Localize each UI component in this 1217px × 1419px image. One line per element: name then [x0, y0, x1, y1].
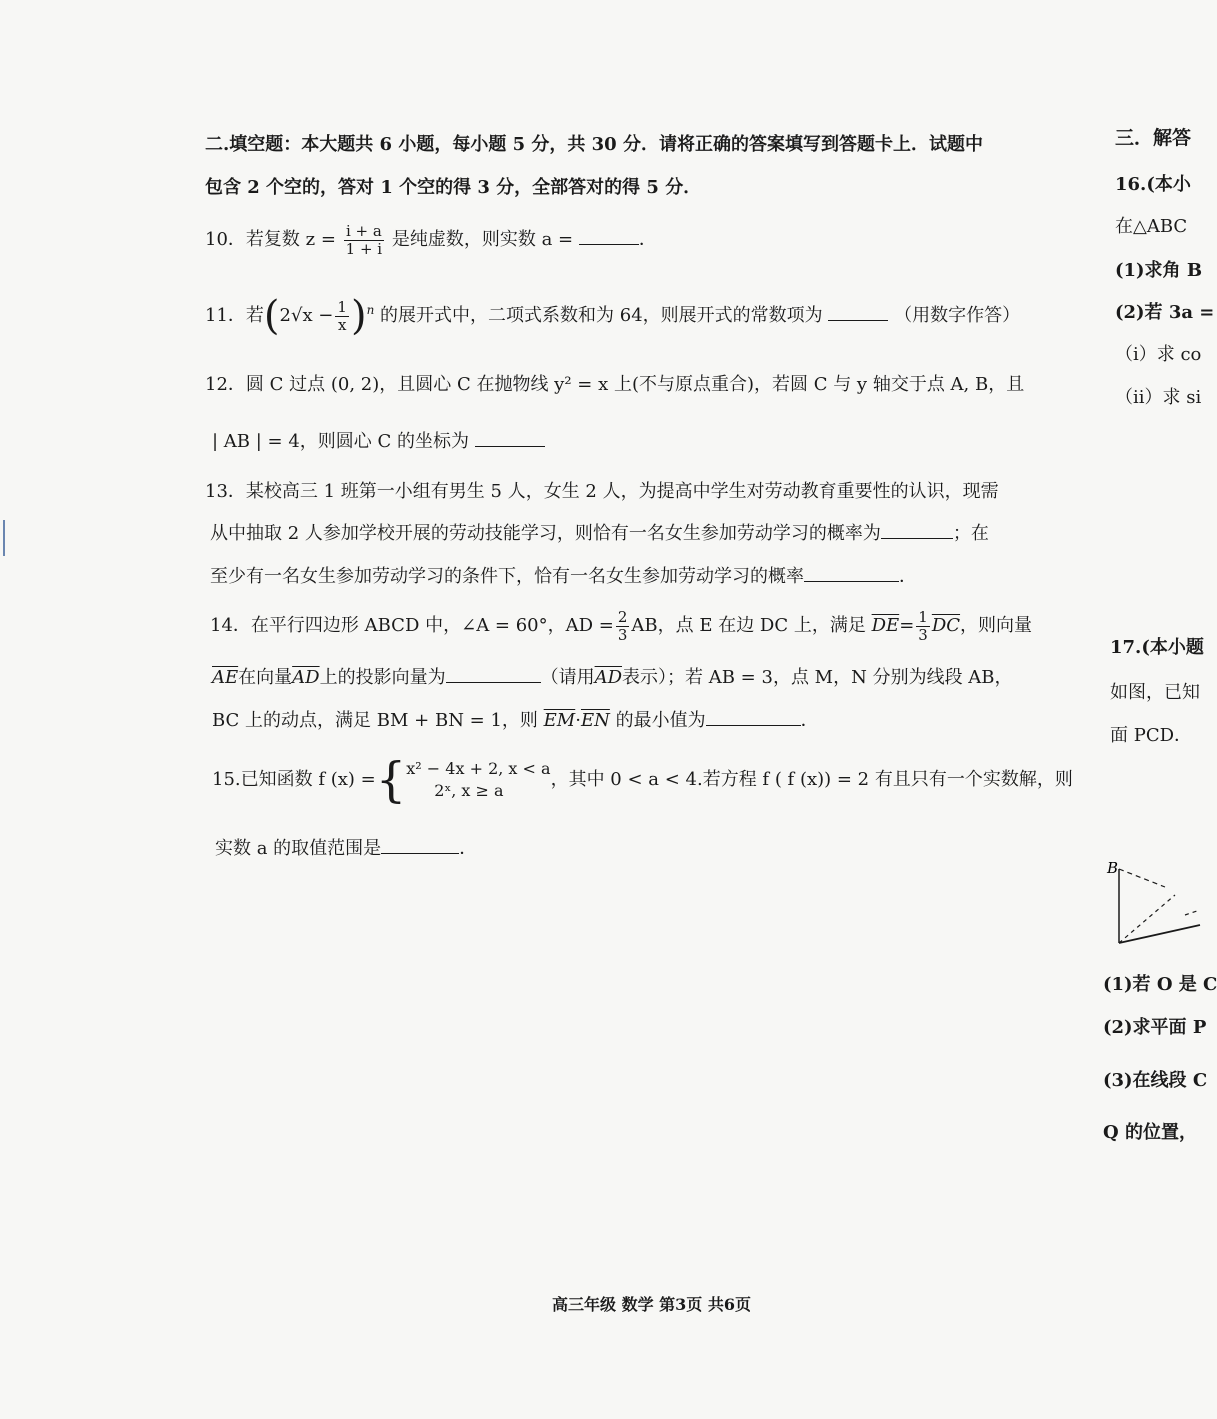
- question-13: 13．某校高三 1 班第一小组有男生 5 人，女生 2 人，为提高中学生对劳动教育重要性的认识，现需: [205, 481, 999, 502]
- vector-de: $\overline{DE}$: [871, 615, 900, 636]
- q10-text: 是纯虚数，则实数 a =: [391, 229, 574, 250]
- page-footer: 高三年级 数学 第3页 共6页: [552, 1295, 751, 1314]
- q11-text: 的展开式中，二项式系数和为 64，则展开式的常数项为: [380, 305, 823, 326]
- question-16: 16.(本小: [1115, 174, 1191, 195]
- section-title: 二.填空题：本大题共 6 小题，每小题 5 分，共 30 分．请将正确的答案填写到答题卡上．试题中: [205, 134, 983, 155]
- exam-page: 二.填空题：本大题共 6 小题，每小题 5 分，共 30 分．请将正确的答案填写到答题卡上．试题中 包含 2 个空的，答对 1 个空的得 3 分，全部答对的得 5 分． 10．若复数 z = $\frac{i + a}{1 + i}$ 是纯虚数，则实数 a = ． 11．若(2√x − $\frac{1}{x}$ )$^n$ 的展开式中，二项式系数和为 64，则展开式的常数项为 （用数字作答） 12．圆 C 过点 (0, 2)，且圆心 C 在抛物线 y² = x 上(不与原点重合)，若圆 C 与 y 轴交于点 A, B，且 | AB | = 4，则圆心 C 的坐标为 13．某校高三 1 班第一小组有男生 5 人，女生 2 人，为提高中学生对劳动教育重要性的认识，现需 从中抽取 2 人参加学校开展的劳动技能学习，则恰有一名女生参加劳动学习的概率为 ；在 至少有一名女生参加劳动学习的条件下，恰有一名女生参加劳动学习的概率 ． 14．在平行四边形 ABCD 中，∠A = 60°，AD = $\frac{2}{3}$ AB，点 E 在边 DC 上，满足 $\overline{DE}=$ $\frac{1}{3}$ $\overline{DC}$，则向量 $\overline{AE}$在向量$\overline{AD}$上的投影向量为 （请用$\overline{AD}$表示）；若 AB = 3，点 M，N 分别为线段 AB， BC 上的动点，满足 BM + BN = 1，则 $\overline{EM}\cdot\overline{EN}$ 的最小值为 ． 15.已知函数 f (x) ={ x² − 4x + 2, x < a 2ˣ, x ≥ a ，其中 0 < a < 4.若方程 f ( f (x)) = 2 有且只有一个实数解，则 实数 a 的取值范围是 ． 三．解答 16.(本小 在△ABC (1)求角 B (2)若 3a = （i）求 co （ii）求 si 17.(本小题 如图，已知 面 PCD． B (1)若 O 是 C (2)求平面 P (3)在线段 C Q 的位置， 高三年级 数学 第3页 共6页: [0, 0, 1200, 1419]
- answer-blank[interactable]: [881, 520, 953, 539]
- question-12-line2: | AB | = 4，则圆心 C 的坐标为: [212, 428, 545, 455]
- vector-dc: $\overline{DC}$: [931, 615, 961, 636]
- answer-blank[interactable]: [804, 563, 899, 582]
- question-13-line3: 至少有一名女生参加劳动学习的条件下，恰有一名女生参加劳动学习的概率 ．: [210, 563, 917, 590]
- piecewise-cases: x² − 4x + 2, x < a 2ˣ, x ≥ a: [406, 759, 551, 800]
- scan-mark: [3, 520, 5, 556]
- q11-exponent: n: [366, 303, 375, 317]
- vector-ae: $\overline{AE}$: [212, 667, 239, 688]
- answer-blank[interactable]: [828, 302, 888, 321]
- answer-blank[interactable]: [706, 707, 801, 726]
- q10-prefix: 10．若复数 z =: [205, 229, 336, 250]
- section3-title: 三．解答: [1115, 127, 1192, 149]
- question-14-line2: $\overline{AE}$在向量$\overline{AD}$上的投影向量为 （请用$\overline{AD}$表示）；若 AB = 3，点 M，N 分别为线段 AB，: [212, 664, 1013, 691]
- answer-blank[interactable]: [446, 664, 541, 683]
- question-12: 12．圆 C 过点 (0, 2)，且圆心 C 在抛物线 y² = x 上(不与原点重合)，若圆 C 与 y 轴交于点 A, B，且: [205, 374, 1025, 395]
- piecewise-brace: {: [375, 752, 407, 808]
- answer-blank[interactable]: [579, 226, 639, 245]
- vector-em: $\overline{EM}$: [543, 710, 576, 731]
- question-14-line3: BC 上的动点，满足 BM + BN = 1，则 $\overline{EM}\cdot\overline{EN}$ 的最小值为 ．: [212, 707, 819, 734]
- q11-expression: 2√x −: [279, 305, 334, 326]
- question-10: 10．若复数 z = $\frac{i + a}{1 + i}$ 是纯虚数，则实数 a = ．: [205, 221, 657, 258]
- geometry-figure: [1105, 855, 1200, 955]
- q10-fraction: $\frac{i + a}{1 + i}$: [345, 221, 383, 258]
- question-17: 17.(本小题: [1110, 637, 1204, 658]
- answer-blank[interactable]: [381, 835, 459, 854]
- question-11: 11．若(2√x − $\frac{1}{x}$ )$^n$ 的展开式中，二项式系数和为 64，则展开式的常数项为 （用数字作答）: [205, 293, 1021, 339]
- vector-ad: $\overline{AD}$: [292, 667, 320, 688]
- question-15-line2: 实数 a 的取值范围是 ．: [215, 835, 477, 862]
- answer-blank[interactable]: [475, 428, 545, 447]
- section-instruction: 包含 2 个空的，答对 1 个空的得 3 分，全部答对的得 5 分．: [205, 177, 702, 198]
- vector-en: $\overline{EN}$: [580, 710, 610, 731]
- question-14: 14．在平行四边形 ABCD 中，∠A = 60°，AD = $\frac{2}{3}$ AB，点 E 在边 DC 上，满足 $\overline{DE}=$ $\frac{1}{3}$ $\overline{DC}$，则向量: [210, 607, 1033, 644]
- question-13-line2: 从中抽取 2 人参加学校开展的劳动技能学习，则恰有一名女生参加劳动学习的概率为 ；在: [210, 520, 989, 547]
- question-15: 15.已知函数 f (x) ={ x² − 4x + 2, x < a 2ˣ, x ≥ a ，其中 0 < a < 4.若方程 f ( f (x)) = 2 有且只有一个实数解，则: [212, 752, 1073, 808]
- q11-prefix: 11．若: [205, 305, 264, 326]
- figure-label-b: B: [1107, 859, 1119, 877]
